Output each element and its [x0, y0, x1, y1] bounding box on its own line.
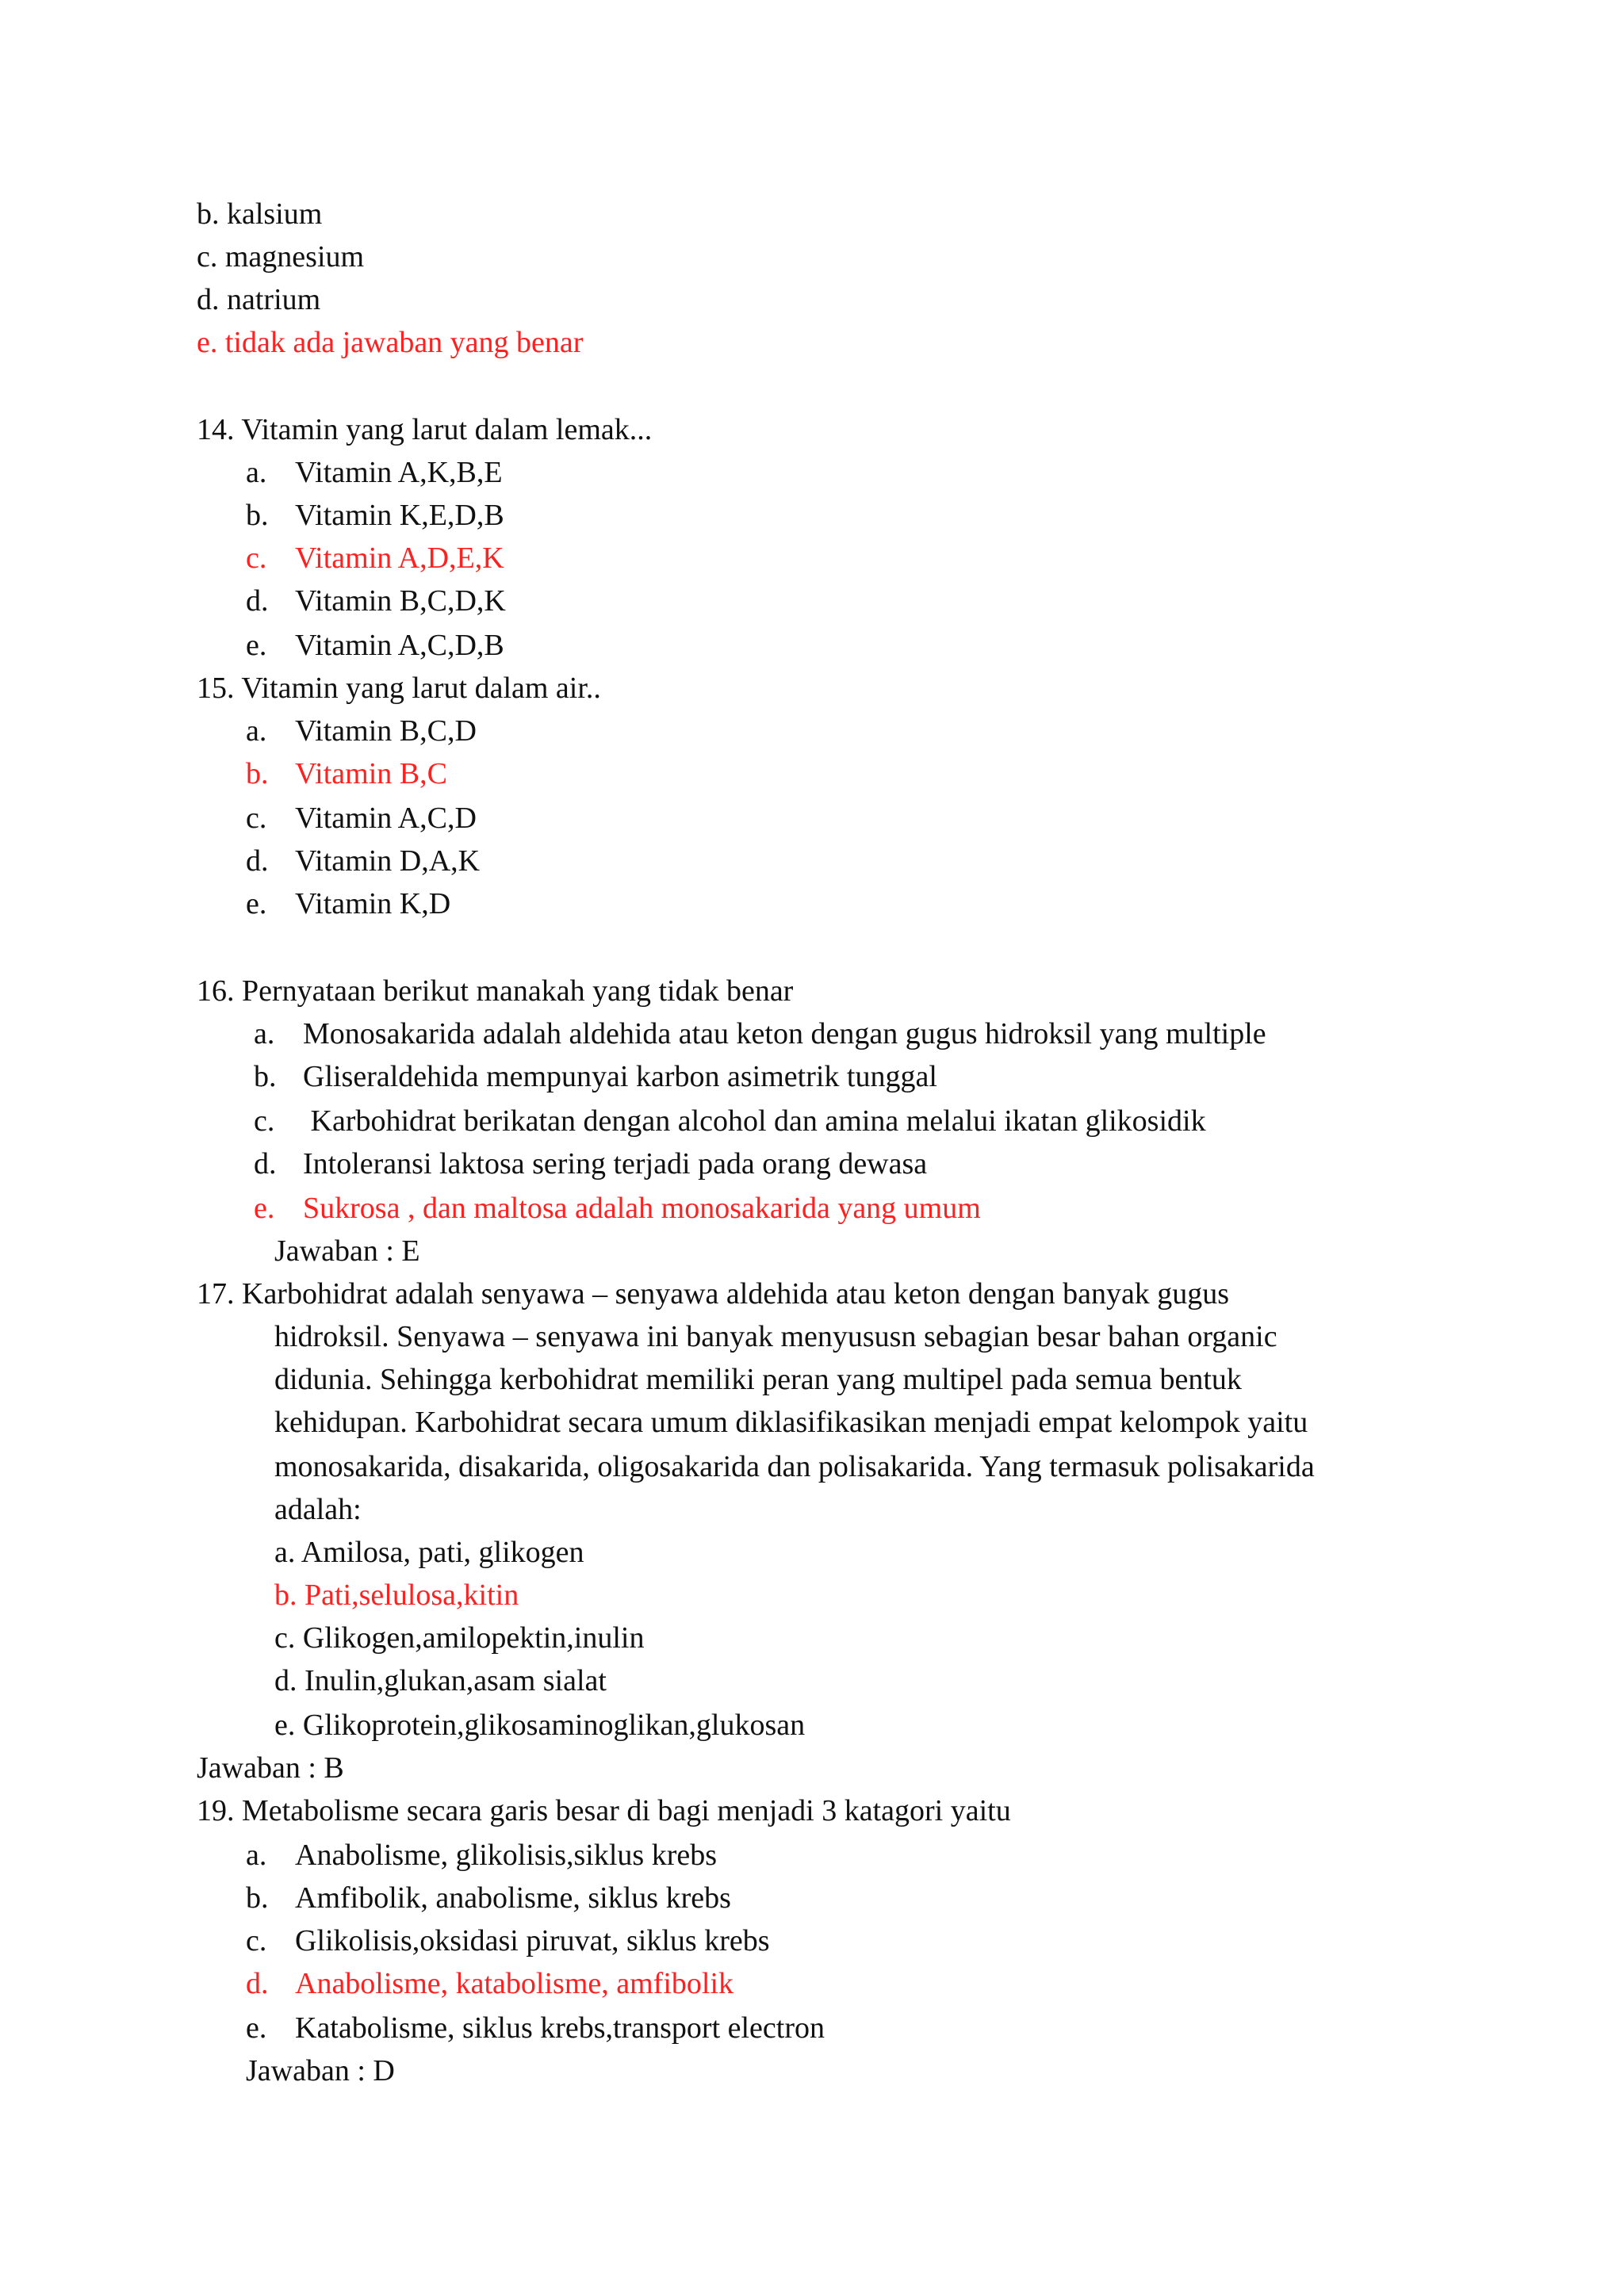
q17-question-line-4: kehidupan. Karbohidrat secara umum diklasifikasikan menjadi empat kelompok yaitu — [274, 1406, 1308, 1439]
q14-option-b: b. Vitamin K,E,D,B — [246, 499, 504, 532]
q15-question: 15. Vitamin yang larut dalam air.. — [197, 672, 601, 705]
q19-answer: Jawaban : D — [246, 2054, 395, 2087]
q13-option-e-correct: e. tidak ada jawaban yang benar — [197, 326, 584, 359]
q19-option-d-correct: d. Anabolisme, katabolisme, amfibolik — [246, 1967, 734, 2000]
q15-option-d: d. Vitamin D,A,K — [246, 844, 481, 878]
q14-question: 14. Vitamin yang larut dalam lemak... — [197, 413, 653, 446]
q17-question-line-2: hidroksil. Senyawa – senyawa ini banyak menyususn sebagian besar bahan organic — [274, 1320, 1277, 1353]
q16-answer: Jawaban : E — [274, 1234, 420, 1268]
q16-option-c: c. Karbohidrat berikatan dengan alcohol dan amina melalui ikatan glikosidik — [254, 1104, 1206, 1138]
q14-option-e: e. Vitamin A,C,D,B — [246, 629, 504, 662]
q19-option-e: e. Katabolisme, siklus krebs,transport electron — [246, 2011, 825, 2045]
q17-answer: Jawaban : B — [197, 1751, 344, 1785]
q16-question: 16. Pernyataan berikut manakah yang tidak benar — [197, 974, 794, 1008]
q19-option-a: a. Anabolisme, glikolisis,siklus krebs — [246, 1839, 717, 1872]
q17-question-line-6: adalah: — [274, 1493, 362, 1526]
q13-option-c: c. magnesium — [197, 240, 365, 274]
q16-option-d: d. Intoleransi laktosa sering terjadi pada orang dewasa — [254, 1147, 928, 1181]
q17-option-e: e. Glikoprotein,glikosaminoglikan,glukosan — [274, 1709, 806, 1742]
q17-option-c: c. Glikogen,amilopektin,inulin — [274, 1621, 645, 1655]
q17-question-line-5: monosakarida, disakarida, oligosakarida dan polisakarida. Yang termasuk polisakarida — [274, 1450, 1315, 1483]
q17-question-line-3: didunia. Sehingga kerbohidrat memiliki peran yang multipel pada semua bentuk — [274, 1363, 1242, 1396]
q14-option-d: d. Vitamin B,C,D,K — [246, 584, 506, 618]
q15-option-b-correct: b. Vitamin B,C — [246, 757, 447, 790]
q15-option-a: a. Vitamin B,C,D — [246, 714, 477, 748]
q14-option-a: a. Vitamin A,K,B,E — [246, 456, 503, 489]
q14-option-c-correct: c. Vitamin A,D,E,K — [246, 541, 504, 575]
q16-option-b: b. Gliseraldehida mempunyai karbon asimetrik tunggal — [254, 1060, 937, 1093]
q16-option-e-correct: e. Sukrosa , dan maltosa adalah monosakarida yang umum — [254, 1192, 981, 1225]
q16-option-a: a. Monosakarida adalah aldehida atau keton dengan gugus hidroksil yang multiple — [254, 1017, 1266, 1050]
q19-option-c: c. Glikolisis,oksidasi piruvat, siklus krebs — [246, 1924, 770, 1957]
q17-question-line-1: 17. Karbohidrat adalah senyawa – senyawa aldehida atau keton dengan banyak gugus — [197, 1277, 1230, 1311]
q15-option-e: e. Vitamin K,D — [246, 887, 451, 920]
q19-option-b: b. Amfibolik, anabolisme, siklus krebs — [246, 1881, 731, 1915]
q13-option-b: b. kalsium — [197, 197, 323, 231]
q17-option-b-correct: b. Pati,selulosa,kitin — [274, 1578, 519, 1612]
q17-option-a: a. Amilosa, pati, glikogen — [274, 1536, 584, 1569]
q17-option-d: d. Inulin,glukan,asam sialat — [274, 1664, 607, 1697]
q19-question: 19. Metabolisme secara garis besar di bagi menjadi 3 katagori yaitu — [197, 1794, 1011, 1827]
q15-option-c: c. Vitamin A,C,D — [246, 802, 477, 835]
q13-option-d: d. natrium — [197, 283, 321, 316]
